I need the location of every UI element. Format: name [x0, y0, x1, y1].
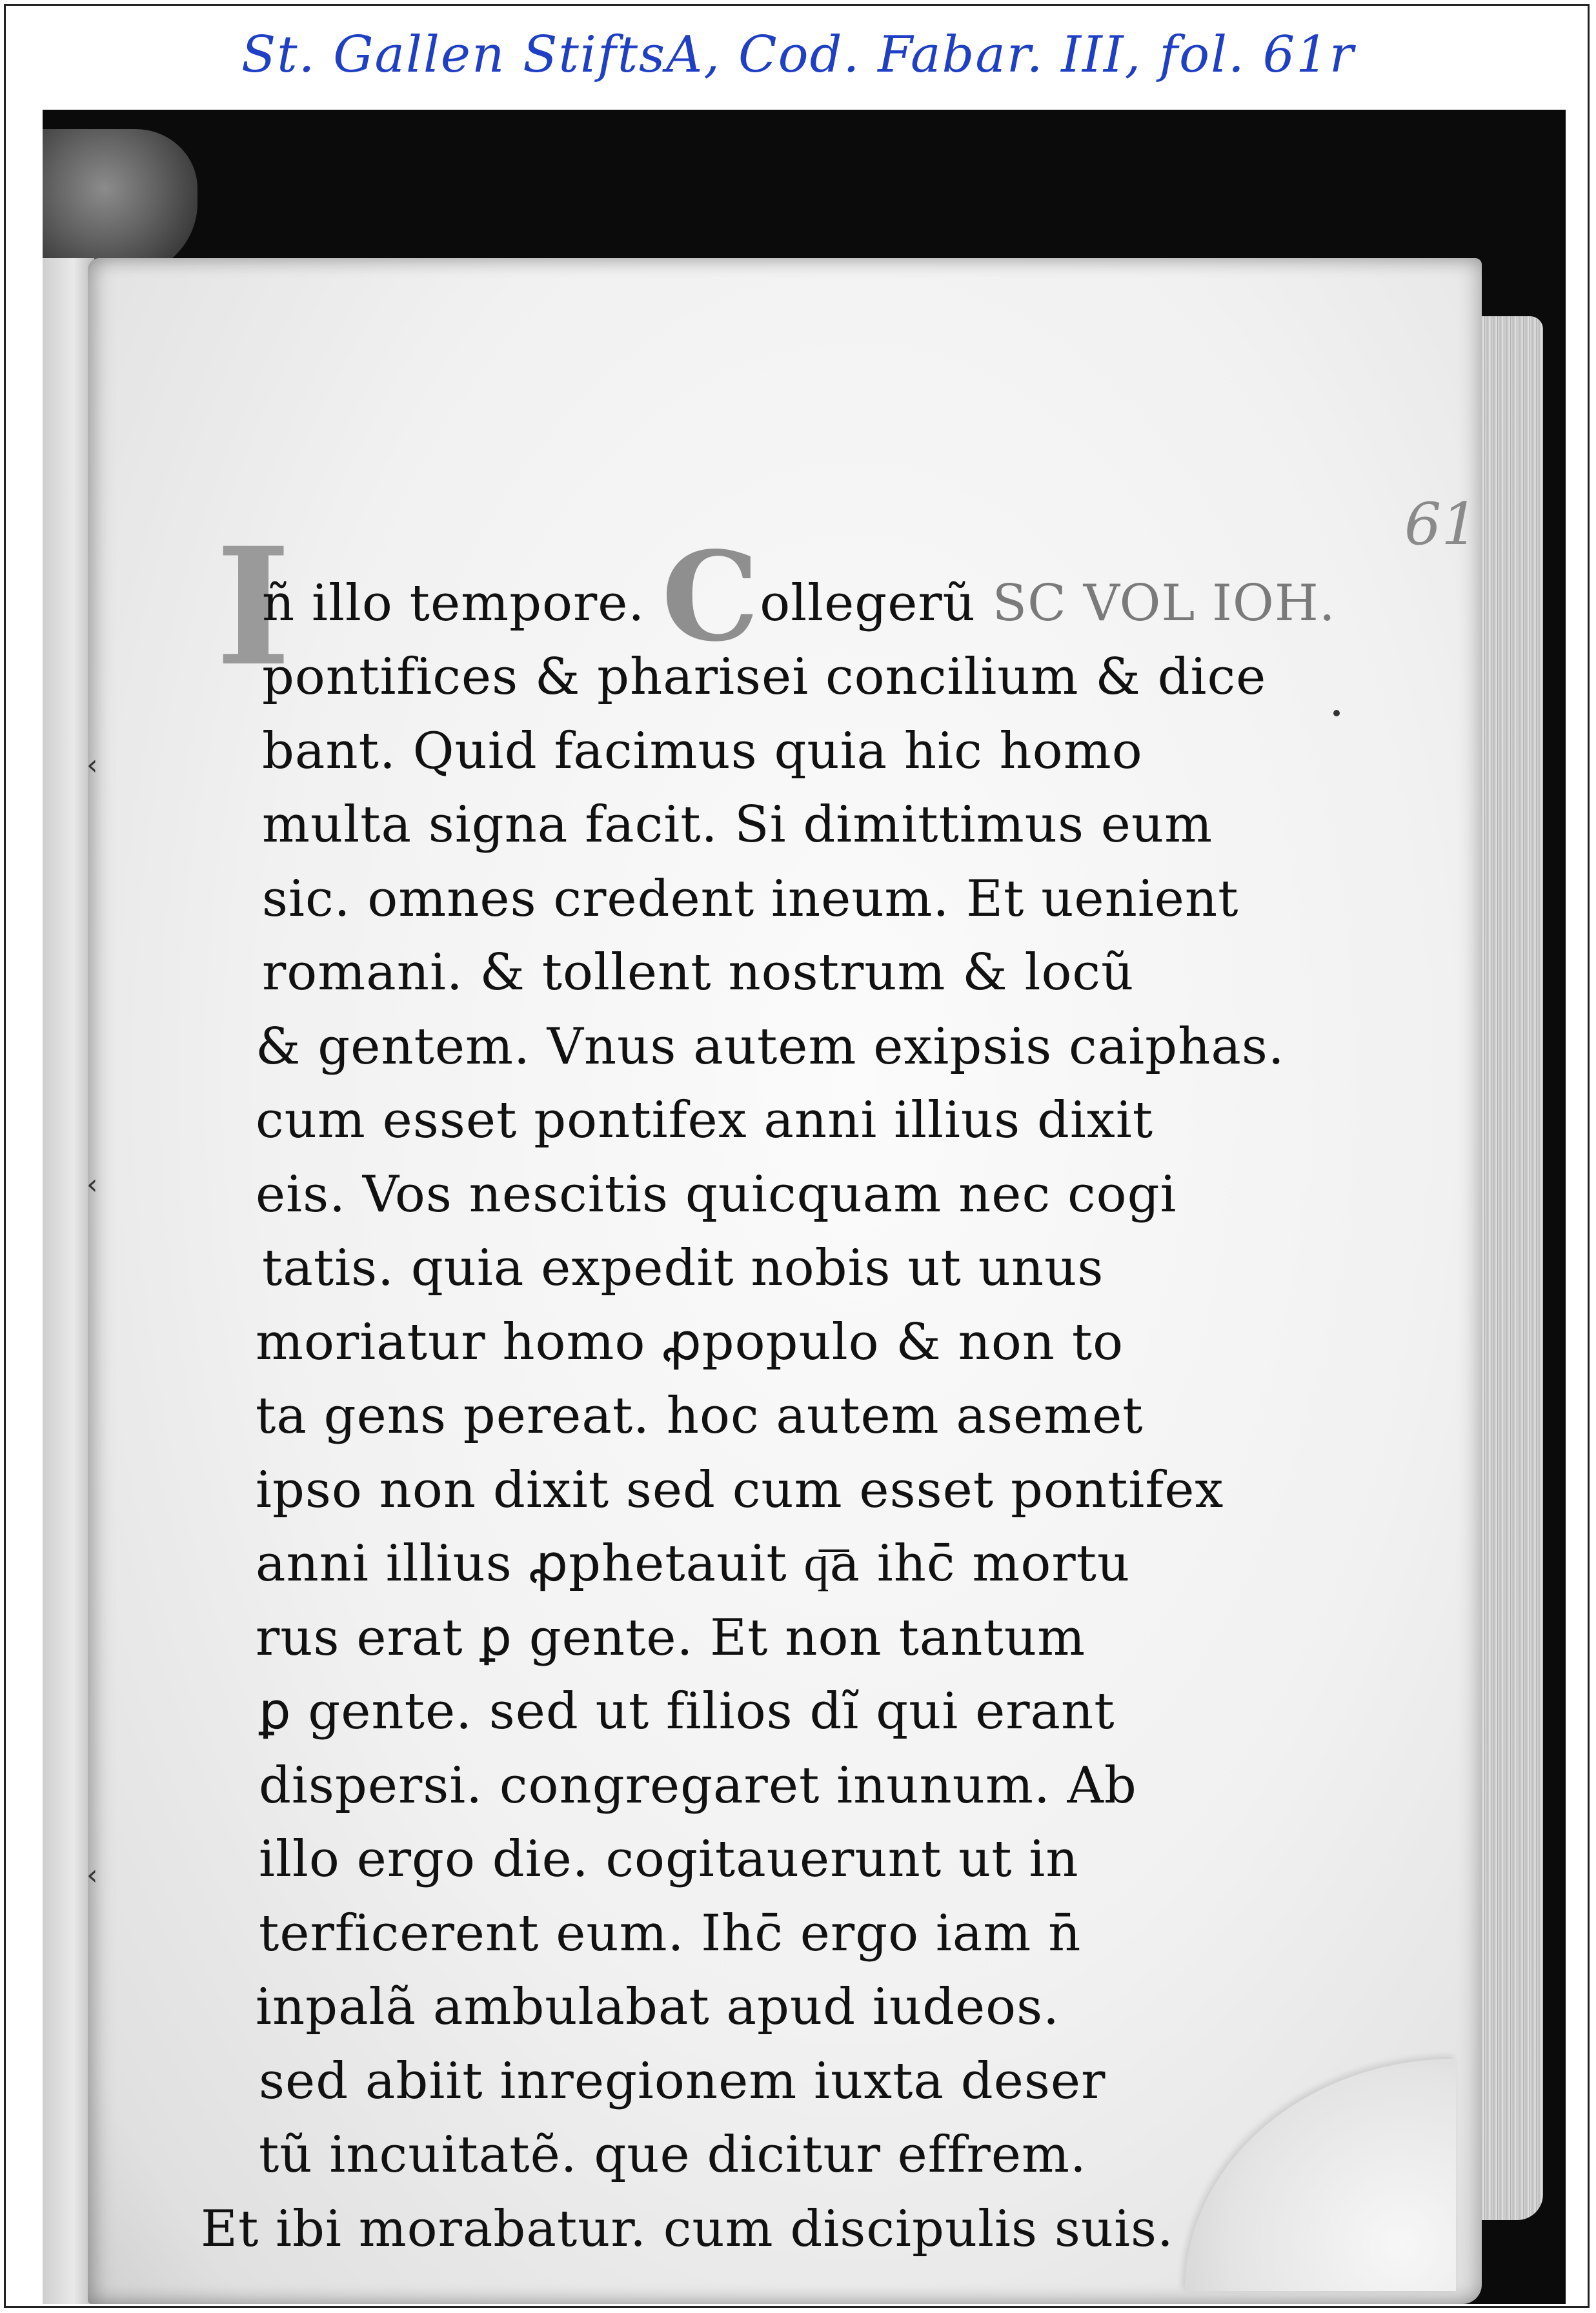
line-text: cum esset pontifex anni illius dixit	[256, 1091, 1154, 1149]
text-line	[259, 1756, 1137, 1815]
binding-cloth-top	[43, 129, 197, 278]
margin-mark: ‹	[86, 749, 98, 782]
ink-dot	[1333, 710, 1340, 716]
page-edges	[1472, 316, 1543, 2220]
line-text: moriatur homo ꝓpopulo & non to	[256, 1313, 1124, 1371]
margin-mark: ‹	[86, 1859, 98, 1892]
line-text: inpalã ambulabat apud iudeos.	[256, 1978, 1060, 2036]
decorated-initial: I	[216, 512, 291, 702]
line-text: rus erat ꝑ gente. Et non tantum	[256, 1608, 1086, 1667]
text-block	[88, 258, 1482, 2304]
line-text: ipso non dixit sed cum esset pontifex	[256, 1460, 1224, 1519]
text-line	[262, 1239, 1104, 1297]
line-text: & gentem. Vnus autem exipsis caiphas.	[256, 1017, 1285, 1076]
line-prefix: ñ illo tempore.	[262, 574, 662, 632]
folio-number: 61	[1404, 490, 1479, 558]
text-line	[256, 1387, 1144, 1445]
line-text: eis. Vos nescitis quicquam nec cogi	[256, 1165, 1177, 1224]
text-line	[256, 1091, 1154, 1149]
text-line	[259, 1904, 1082, 1963]
manuscript-photo	[43, 110, 1566, 2304]
text-line	[262, 722, 1143, 780]
line-text: terficerent eum. Ihc̄ ergo iam n̄	[259, 1904, 1082, 1963]
text-line	[259, 2126, 1087, 2184]
line-text: ta gens pereat. hoc autem asemet	[256, 1387, 1144, 1445]
line-text: ꝑ gente. sed ut filios dĩ qui erant	[259, 1682, 1115, 1741]
text-line	[262, 525, 1336, 669]
line-text: tũ incuitatẽ. que dicitur effrem.	[259, 2126, 1087, 2184]
text-line	[256, 1017, 1285, 1076]
text-line	[256, 1165, 1177, 1224]
line-text: sed abiit inregionem iuxta deser	[259, 2052, 1106, 2110]
rubric-text: SC VOL IOH.	[975, 574, 1336, 632]
line-text: sic. omnes credent ineum. Et uenient	[262, 869, 1239, 928]
text-line	[262, 869, 1239, 928]
line-text: anni illius ꝓphetauit q͞a ihc̄ mortu	[256, 1535, 1131, 1593]
capital-letter: C	[662, 525, 760, 669]
text-line	[201, 2199, 1174, 2258]
text-line	[259, 1830, 1079, 1888]
line-text: multa signa facit. Si dimittimus eum	[262, 796, 1213, 854]
left-leaf-edge	[43, 258, 94, 2304]
text-line	[256, 1978, 1060, 2036]
text-line	[256, 1460, 1224, 1519]
line-text: tatis. quia expedit nobis ut unus	[262, 1239, 1104, 1297]
line-text: dispersi. congregaret inunum. Ab	[259, 1756, 1137, 1815]
text-line	[259, 1682, 1115, 1741]
text-line	[256, 1313, 1124, 1371]
line-text: bant. Quid facimus quia hic homo	[262, 722, 1143, 780]
archive-caption: St. Gallen StiftsA, Cod. Fabar. III, fol. 61r	[241, 26, 1355, 84]
line-text: romani. & tollent nostrum & locũ	[262, 944, 1135, 1002]
margin-mark: ‹	[86, 1168, 98, 1201]
text-line	[262, 796, 1213, 854]
line-text: pontifices & pharisei concilium & dice	[262, 648, 1267, 706]
text-line	[259, 2052, 1106, 2110]
text-line	[256, 1535, 1131, 1593]
text-line	[256, 1608, 1086, 1667]
manuscript-page	[88, 258, 1482, 2304]
line-text: illo ergo die. cogitauerunt ut in	[259, 1830, 1079, 1888]
text-line	[262, 648, 1267, 706]
text-line	[262, 944, 1135, 1002]
line-text: ollegerũ	[760, 574, 976, 632]
line-text: Et ibi morabatur. cum discipulis suis.	[201, 2199, 1174, 2258]
